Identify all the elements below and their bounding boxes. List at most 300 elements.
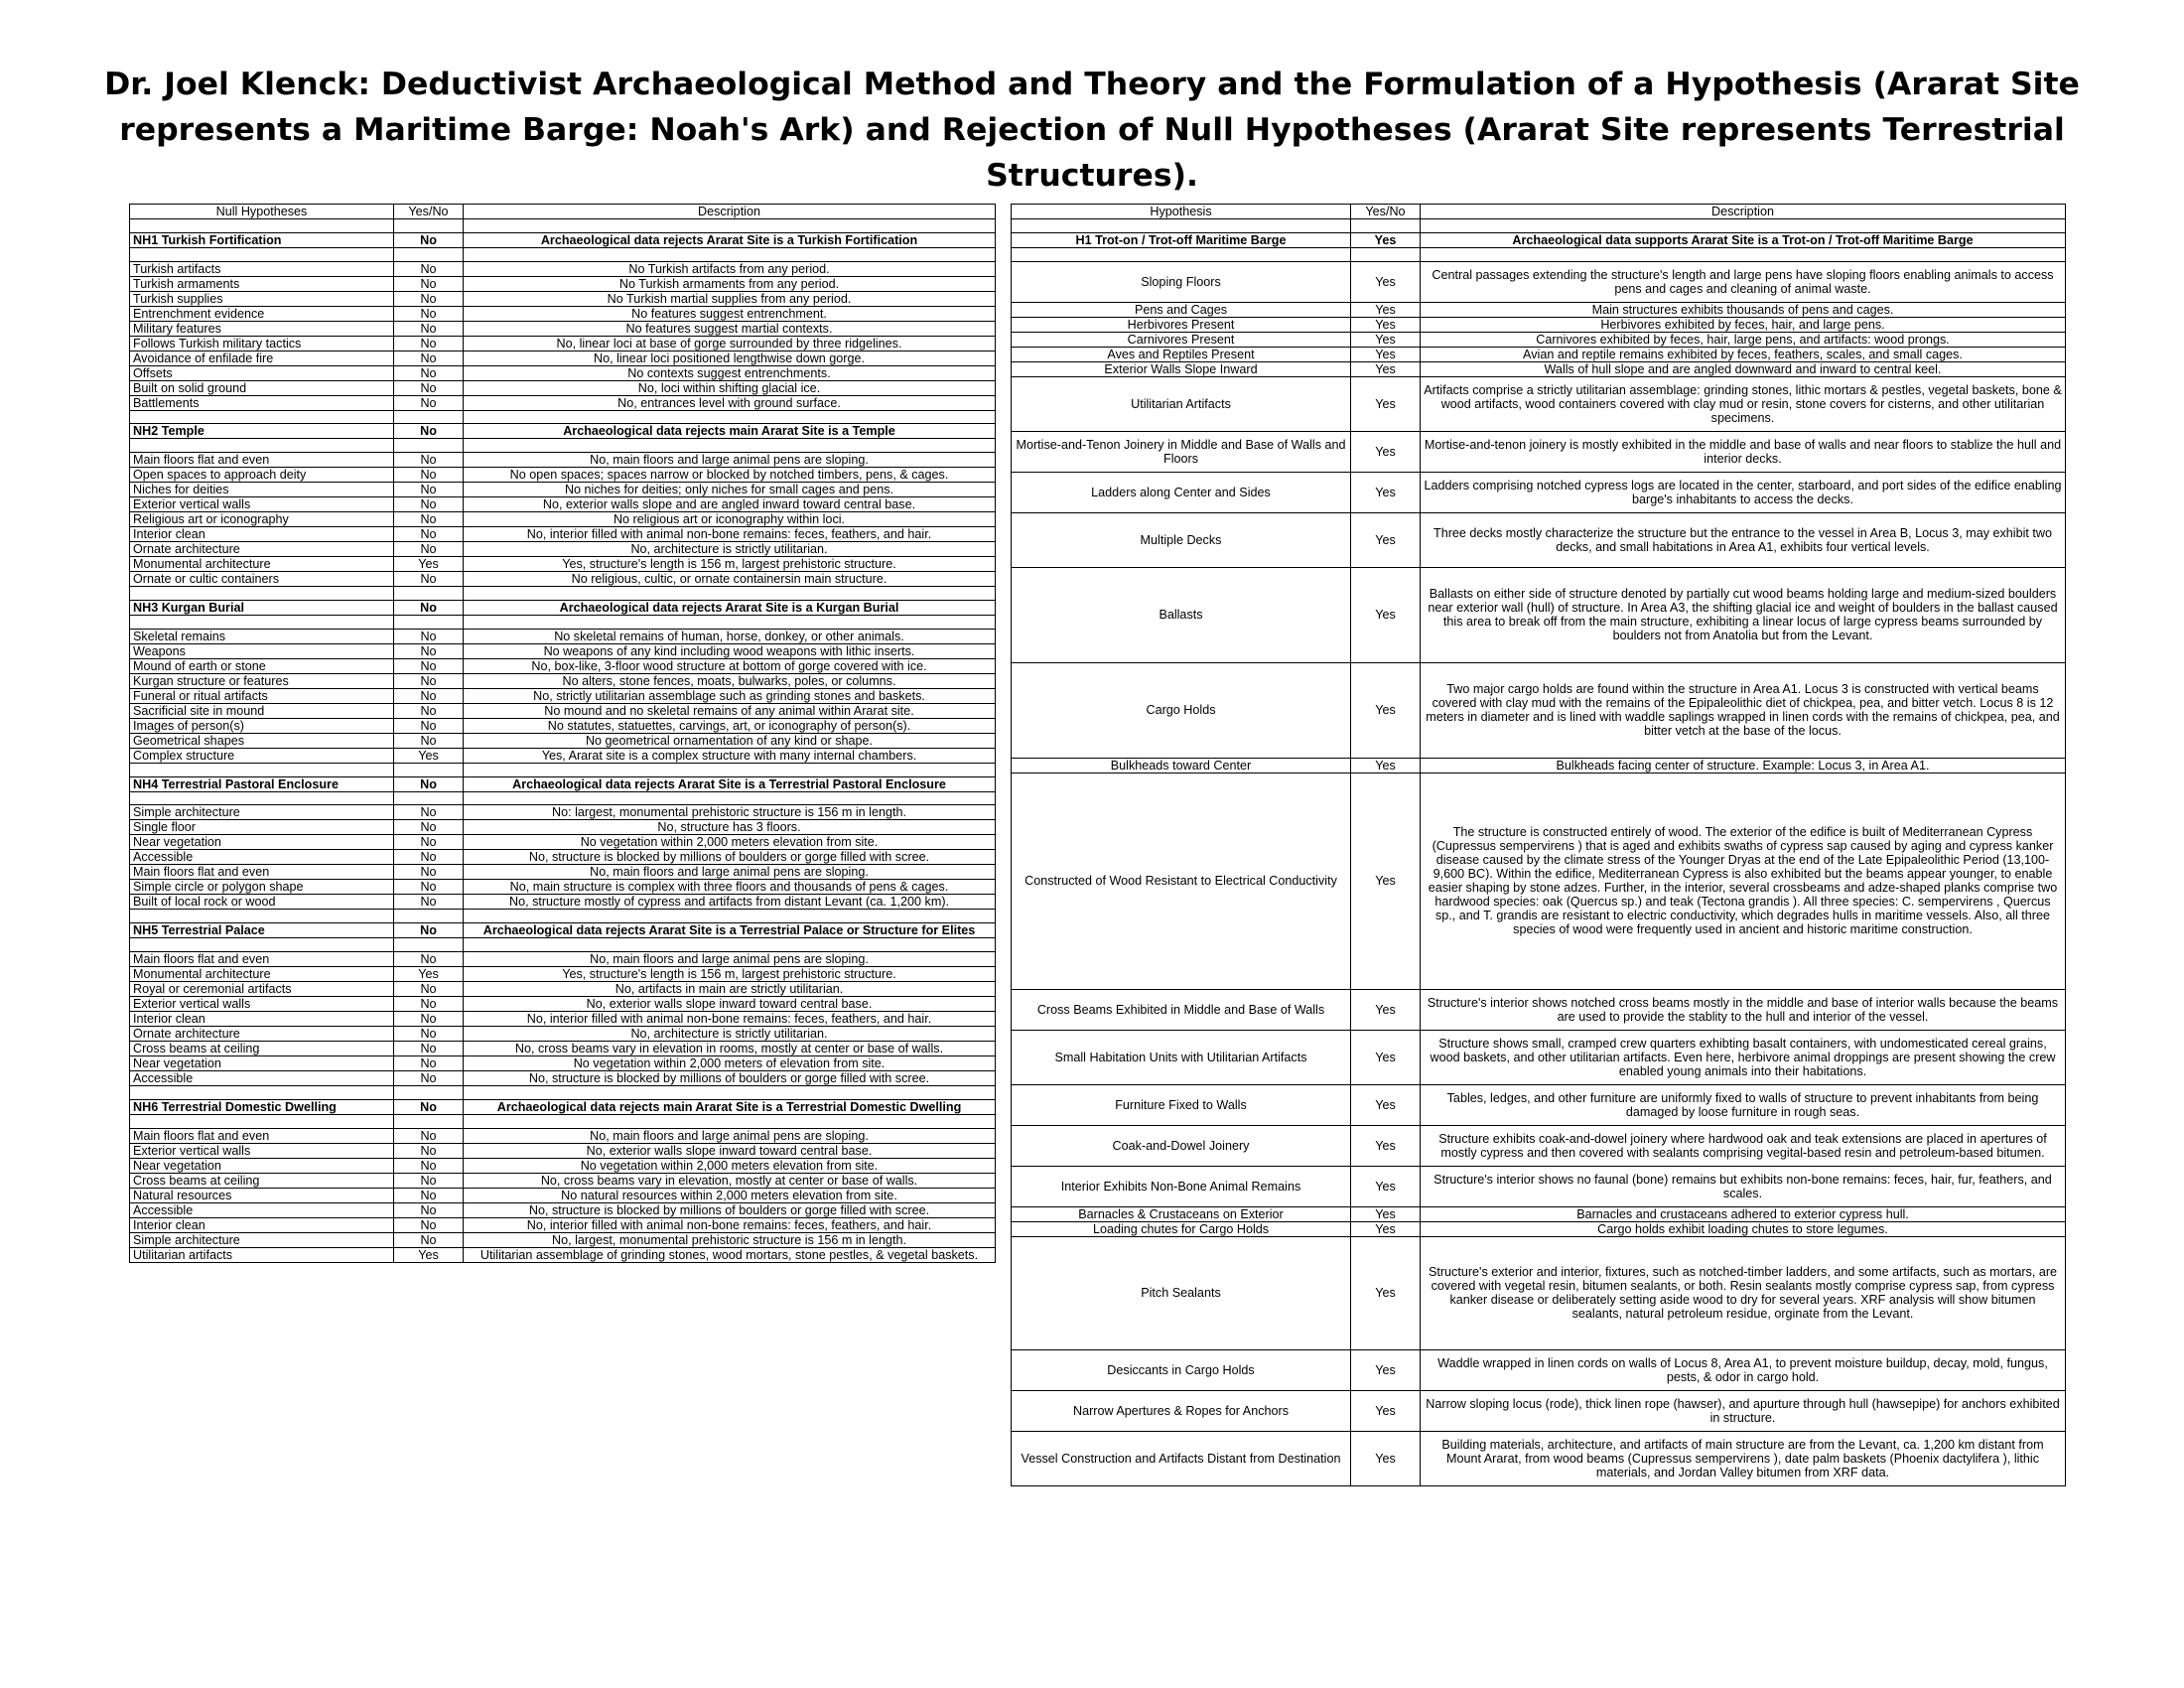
description-cell: No, main floors and large animal pens are sloping. bbox=[464, 1128, 996, 1143]
description-cell: No skeletal remains of human, horse, donkey, or other animals. bbox=[464, 629, 996, 643]
criterion-cell: Accessible bbox=[130, 1070, 394, 1085]
spacer-row bbox=[130, 587, 996, 601]
criterion-cell: Ladders along Center and Sides bbox=[1012, 472, 1351, 512]
empty-cell bbox=[130, 615, 394, 629]
yes-no-cell: Yes bbox=[1351, 347, 1421, 361]
yes-no-cell: Yes bbox=[394, 748, 464, 763]
group-row bbox=[130, 776, 996, 791]
description-cell: Three decks mostly characterize the structure but the entrance to the vessel in Area B, Locus 3, may exhibit two decks, and small habitations in Area A1, exhibits four vertical levels. bbox=[1421, 512, 2066, 567]
table-row bbox=[130, 365, 996, 380]
group-description: Archaeological data rejects main Ararat Site is a Temple bbox=[464, 424, 996, 439]
description-cell: Structure exhibits coak-and-dowel joinery where hardwood oak and teak extensions are placed in apertures of mostly cypress and then covered with sealants comprising vegital-based resin and petroleum-based bitumen. bbox=[1421, 1125, 2066, 1166]
description-cell: No features suggest martial contexts. bbox=[464, 321, 996, 336]
criterion-cell: Built of local rock or wood bbox=[130, 895, 394, 910]
criterion-cell: Interior clean bbox=[130, 1217, 394, 1232]
criterion-cell: Exterior vertical walls bbox=[130, 996, 394, 1011]
description-cell: No, exterior walls slope and are angled inward toward central base. bbox=[464, 497, 996, 512]
group-row bbox=[130, 923, 996, 938]
table-row bbox=[130, 1055, 996, 1070]
description-cell: No, entrances level with ground surface. bbox=[464, 395, 996, 410]
table-row bbox=[130, 468, 996, 483]
yes-no-cell: Yes bbox=[1351, 261, 1421, 302]
criterion-cell: Interior clean bbox=[130, 1011, 394, 1026]
description-cell: No Turkish armaments from any period. bbox=[464, 276, 996, 291]
empty-cell bbox=[394, 410, 464, 424]
spacer-row bbox=[130, 938, 996, 952]
table-row bbox=[1012, 1125, 2066, 1166]
yes-no-cell: No bbox=[394, 820, 464, 835]
yes-no-cell: No bbox=[394, 497, 464, 512]
table-row bbox=[1012, 347, 2066, 361]
yes-no-cell: No bbox=[394, 981, 464, 996]
empty-cell bbox=[464, 410, 996, 424]
yes-no-cell: No bbox=[394, 733, 464, 748]
table-row bbox=[130, 658, 996, 673]
criterion-cell: Monumental architecture bbox=[130, 966, 394, 981]
spacer-row bbox=[130, 439, 996, 453]
table-row bbox=[130, 673, 996, 688]
table-row bbox=[130, 966, 996, 981]
null-hypothesis-name: NH2 Temple bbox=[130, 424, 394, 439]
table-row bbox=[1012, 376, 2066, 431]
group-description: Archaeological data rejects Ararat Site is a Turkish Fortification bbox=[464, 232, 996, 247]
group-description: Archaeological data rejects Ararat Site is a Terrestrial Pastoral Enclosure bbox=[464, 776, 996, 791]
empty-cell bbox=[1421, 247, 2066, 261]
description-cell: No, architecture is strictly utilitarian. bbox=[464, 1026, 996, 1041]
empty-cell bbox=[130, 910, 394, 923]
description-cell: No, exterior walls slope inward toward central base. bbox=[464, 1143, 996, 1158]
empty-cell bbox=[394, 1085, 464, 1099]
description-cell: Narrow sloping locus (rode), thick linen rope (hawser), and apurture through hull (hawsepipe) for anchors exhibited in structure. bbox=[1421, 1390, 2066, 1431]
yes-no-cell: Yes bbox=[1351, 1390, 1421, 1431]
yes-no-cell: Yes bbox=[1351, 512, 1421, 567]
spacer-row bbox=[130, 247, 996, 261]
yes-no-cell: No bbox=[394, 306, 464, 321]
table-row bbox=[130, 380, 996, 395]
table-row bbox=[130, 996, 996, 1011]
criterion-cell: Mortise-and-Tenon Joinery in Middle and Base of Walls and Floors bbox=[1012, 431, 1351, 472]
criterion-cell: Turkish supplies bbox=[130, 291, 394, 306]
spacer-row bbox=[1012, 247, 2066, 261]
table-row bbox=[130, 1188, 996, 1202]
table-row bbox=[130, 643, 996, 658]
null-hypothesis-name: NH3 Kurgan Burial bbox=[130, 600, 394, 615]
yes-no-cell: No bbox=[394, 483, 464, 497]
yes-no-cell: No bbox=[394, 1011, 464, 1026]
null-hypothesis-name: NH5 Terrestrial Palace bbox=[130, 923, 394, 938]
table-row bbox=[130, 820, 996, 835]
yes-no-cell: No bbox=[394, 703, 464, 718]
yes-no-cell: No bbox=[394, 1026, 464, 1041]
criterion-cell: Coak-and-Dowel Joinery bbox=[1012, 1125, 1351, 1166]
yes-no-value: No bbox=[394, 232, 464, 247]
description-cell: Mortise-and-tenon joinery is mostly exhibited in the middle and base of walls and near floors to stablize the hull and interior decks. bbox=[1421, 431, 2066, 472]
criterion-cell: Turkish armaments bbox=[130, 276, 394, 291]
yes-no-cell: No bbox=[394, 276, 464, 291]
hypothesis-table bbox=[1011, 204, 2066, 1486]
table-row bbox=[1012, 1206, 2066, 1221]
yes-no-cell: Yes bbox=[1351, 758, 1421, 773]
null-hypotheses-table bbox=[129, 204, 996, 1263]
table-row bbox=[130, 981, 996, 996]
criterion-cell: Simple circle or polygon shape bbox=[130, 880, 394, 895]
description-cell: The structure is constructed entirely of wood. The exterior of the edifice is built of Mediterranean Cypress (Cupressus sempervirens ) that is aged and exhibits swaths of cypress sap caused by aging and cypress kanker disease caused by the climate stress of the Younger Dryas at the end of the Late Epipaleolithic Period (13,100-9,600 BC). Within the edifice, Mediterranean Cypress is also exhibited but the beams appear younger, to enable easier shaping by stone adzes. Further, in the interior, several crossbeams and adze-shaped planks comprise two hardwood species: oak (Quercus sp.) and teak (Tectona grandis ). All three species: C. sempervirens , Quercus sp., and T. grandis are resistant to electric conductivity, which degrades hulls in maritime vessels. Also, all three species of wood were frequently used in ancient and historic maritime construction. bbox=[1421, 773, 2066, 989]
yes-no-cell: Yes bbox=[394, 557, 464, 572]
empty-cell bbox=[130, 763, 394, 776]
table-row bbox=[1012, 1221, 2066, 1236]
yes-no-cell: No bbox=[394, 453, 464, 468]
yes-no-cell: Yes bbox=[1351, 302, 1421, 317]
description-cell: Yes, structure's length is 156 m, largest prehistoric structure. bbox=[464, 966, 996, 981]
column-header: Null Hypotheses bbox=[130, 205, 394, 219]
criterion-cell: Turkish artifacts bbox=[130, 261, 394, 276]
yes-no-value: Yes bbox=[1351, 232, 1421, 247]
yes-no-cell: Yes bbox=[1351, 567, 1421, 662]
header-row bbox=[1012, 205, 2066, 219]
description-cell: No vegetation within 2,000 meters elevation from site. bbox=[464, 1158, 996, 1173]
yes-no-cell: Yes bbox=[1351, 1431, 1421, 1485]
criterion-cell: Avoidance of enfilade fire bbox=[130, 351, 394, 365]
group-description: Archaeological data rejects main Ararat Site is a Terrestrial Domestic Dwelling bbox=[464, 1099, 996, 1114]
table-row bbox=[130, 1070, 996, 1085]
yes-no-cell: Yes bbox=[394, 966, 464, 981]
table-row bbox=[130, 1041, 996, 1055]
table-row bbox=[130, 557, 996, 572]
table-row bbox=[130, 895, 996, 910]
empty-cell bbox=[394, 938, 464, 952]
table-row bbox=[130, 865, 996, 880]
criterion-cell: Complex structure bbox=[130, 748, 394, 763]
table-row bbox=[1012, 261, 2066, 302]
description-cell: No vegetation within 2,000 meters elevation from site. bbox=[464, 835, 996, 850]
yes-no-cell: No bbox=[394, 658, 464, 673]
criterion-cell: Herbivores Present bbox=[1012, 317, 1351, 332]
description-cell: No, interior filled with animal non-bone remains: feces, feathers, and hair. bbox=[464, 1011, 996, 1026]
criterion-cell: Interior Exhibits Non-Bone Animal Remains bbox=[1012, 1166, 1351, 1206]
empty-cell bbox=[394, 219, 464, 233]
spacer-row bbox=[130, 791, 996, 805]
criterion-cell: Natural resources bbox=[130, 1188, 394, 1202]
empty-cell bbox=[130, 410, 394, 424]
yes-no-value: No bbox=[394, 923, 464, 938]
criterion-cell: Constructed of Wood Resistant to Electrical Conductivity bbox=[1012, 773, 1351, 989]
yes-no-cell: Yes bbox=[1351, 376, 1421, 431]
description-cell: No, linear loci at base of gorge surrounded by three ridgelines. bbox=[464, 336, 996, 351]
table-row bbox=[130, 1143, 996, 1158]
description-cell: Avian and reptile remains exhibited by feces, feathers, scales, and small cages. bbox=[1421, 347, 2066, 361]
yes-no-cell: No bbox=[394, 291, 464, 306]
yes-no-value: No bbox=[394, 1099, 464, 1114]
spacer-row bbox=[1012, 219, 2066, 233]
empty-cell bbox=[464, 587, 996, 601]
yes-no-cell: No bbox=[394, 951, 464, 966]
criterion-cell: Narrow Apertures & Ropes for Anchors bbox=[1012, 1390, 1351, 1431]
yes-no-value: No bbox=[394, 776, 464, 791]
criterion-cell: Cargo Holds bbox=[1012, 662, 1351, 758]
description-cell: Central passages extending the structure's length and large pens have sloping floors enabling animals to access pens and cages and cleaning of animal waste. bbox=[1421, 261, 2066, 302]
criterion-cell: Near vegetation bbox=[130, 835, 394, 850]
empty-cell bbox=[130, 1114, 394, 1128]
description-cell: No, interior filled with animal non-bone remains: feces, feathers, and hair. bbox=[464, 527, 996, 542]
empty-cell bbox=[394, 247, 464, 261]
yes-no-cell: No bbox=[394, 643, 464, 658]
description-cell: Structure's exterior and interior, fixtures, such as notched-timber ladders, and some artifacts, such as mortars, are covered with vegetal resin, bitumen sealants, or both. Resin sealants mostly comprise cypress sap, from cypress kanker disease or deliberately setting aside wood to dry for several years. XRF analysis will show bitumen sealants, natural petroleum residue, orginate from the Levant. bbox=[1421, 1236, 2066, 1349]
yes-no-cell: No bbox=[394, 1173, 464, 1188]
table-row bbox=[1012, 758, 2066, 773]
criterion-cell: Main floors flat and even bbox=[130, 865, 394, 880]
criterion-cell: Exterior vertical walls bbox=[130, 497, 394, 512]
description-cell: No, architecture is strictly utilitarian. bbox=[464, 542, 996, 557]
criterion-cell: Utilitarian artifacts bbox=[130, 1247, 394, 1262]
description-cell: Utilitarian assemblage of grinding stones, wood mortars, stone pestles, & vegetal baskets. bbox=[464, 1247, 996, 1262]
description-cell: No mound and no skeletal remains of any animal within Ararat site. bbox=[464, 703, 996, 718]
table-row bbox=[1012, 1030, 2066, 1084]
description-cell: Herbivores exhibited by feces, hair, and large pens. bbox=[1421, 317, 2066, 332]
column-header: Description bbox=[464, 205, 996, 219]
description-cell: No Turkish artifacts from any period. bbox=[464, 261, 996, 276]
spacer-row bbox=[130, 1114, 996, 1128]
criterion-cell: Images of person(s) bbox=[130, 718, 394, 733]
description-cell: No geometrical ornamentation of any kind or shape. bbox=[464, 733, 996, 748]
empty-cell bbox=[394, 587, 464, 601]
description-cell: Structure shows small, cramped crew quarters exhibting basalt containers, with undomesticated cereal grains, wood baskets, and other utilitarian artifacts. Even here, herbivore animal droppings are present showing the crew enabled young animals into their habitations. bbox=[1421, 1030, 2066, 1084]
table-row bbox=[130, 395, 996, 410]
empty-cell bbox=[394, 615, 464, 629]
yes-no-cell: No bbox=[394, 321, 464, 336]
description-cell: No, structure mostly of cypress and artifacts from distant Levant (ca. 1,200 km). bbox=[464, 895, 996, 910]
criterion-cell: Ornate architecture bbox=[130, 1026, 394, 1041]
empty-cell bbox=[394, 910, 464, 923]
criterion-cell: Niches for deities bbox=[130, 483, 394, 497]
empty-cell bbox=[130, 587, 394, 601]
yes-no-cell: No bbox=[394, 996, 464, 1011]
table-row bbox=[130, 291, 996, 306]
criterion-cell: Multiple Decks bbox=[1012, 512, 1351, 567]
table-row bbox=[130, 497, 996, 512]
table-row bbox=[130, 1011, 996, 1026]
criterion-cell: Built on solid ground bbox=[130, 380, 394, 395]
criterion-cell: Funeral or ritual artifacts bbox=[130, 688, 394, 703]
criterion-cell: Ornate architecture bbox=[130, 542, 394, 557]
yes-no-cell: No bbox=[394, 1143, 464, 1158]
criterion-cell: Open spaces to approach deity bbox=[130, 468, 394, 483]
description-cell: No, structure is blocked by millions of boulders or gorge filled with scree. bbox=[464, 850, 996, 865]
description-cell: No contexts suggest entrenchments. bbox=[464, 365, 996, 380]
empty-cell bbox=[130, 938, 394, 952]
description-cell: Two major cargo holds are found within the structure in Area A1. Locus 3 is constructed with vertical beams covered with clay mud with the remains of the Epipaleolithic diet of chickpea, pea, and bitter vetch. Locus 8 is 12 meters in diameter and is lined with waddle saplings wrapped in linen cords with the remains of chickpea, pea, and bitter vetch at the base of the locus. bbox=[1421, 662, 2066, 758]
yes-no-cell: No bbox=[394, 542, 464, 557]
yes-no-cell: No bbox=[394, 718, 464, 733]
table-row bbox=[130, 351, 996, 365]
empty-cell bbox=[1351, 247, 1421, 261]
yes-no-value: No bbox=[394, 600, 464, 615]
description-cell: Barnacles and crustaceans adhered to exterior cypress hull. bbox=[1421, 1206, 2066, 1221]
table-row bbox=[130, 527, 996, 542]
table-row bbox=[130, 951, 996, 966]
description-cell: No weapons of any kind including wood weapons with lithic inserts. bbox=[464, 643, 996, 658]
hypothesis-name: H1 Trot-on / Trot-off Maritime Barge bbox=[1012, 232, 1351, 247]
table-row bbox=[130, 306, 996, 321]
criterion-cell: Aves and Reptiles Present bbox=[1012, 347, 1351, 361]
table-row bbox=[130, 1202, 996, 1217]
yes-no-cell: Yes bbox=[1351, 1349, 1421, 1390]
spacer-row bbox=[130, 219, 996, 233]
empty-cell bbox=[1421, 219, 2066, 233]
table-row bbox=[130, 703, 996, 718]
criterion-cell: Pens and Cages bbox=[1012, 302, 1351, 317]
description-cell: No, box-like, 3-floor wood structure at bottom of gorge covered with ice. bbox=[464, 658, 996, 673]
table-row bbox=[130, 542, 996, 557]
criterion-cell: Cross Beams Exhibited in Middle and Base of Walls bbox=[1012, 989, 1351, 1030]
description-cell: No, linear loci positioned lengthwise down gorge. bbox=[464, 351, 996, 365]
description-cell: No, largest, monumental prehistoric structure is 156 m in length. bbox=[464, 1232, 996, 1247]
yes-no-cell: No bbox=[394, 572, 464, 587]
yes-no-cell: Yes bbox=[1351, 317, 1421, 332]
yes-no-cell: No bbox=[394, 688, 464, 703]
table-row bbox=[1012, 472, 2066, 512]
table-row bbox=[130, 572, 996, 587]
description-cell: No niches for deities; only niches for small cages and pens. bbox=[464, 483, 996, 497]
description-cell: No, structure has 3 floors. bbox=[464, 820, 996, 835]
yes-no-cell: No bbox=[394, 895, 464, 910]
description-cell: No, structure is blocked by millions of boulders or gorge filled with scree. bbox=[464, 1202, 996, 1217]
yes-no-cell: No bbox=[394, 395, 464, 410]
description-cell: No alters, stone fences, moats, bulwarks, poles, or columns. bbox=[464, 673, 996, 688]
table-row bbox=[1012, 662, 2066, 758]
empty-cell bbox=[464, 439, 996, 453]
description-cell: No religious art or iconography within loci. bbox=[464, 512, 996, 527]
empty-cell bbox=[464, 1085, 996, 1099]
empty-cell bbox=[1351, 219, 1421, 233]
yes-no-cell: No bbox=[394, 629, 464, 643]
description-cell: No natural resources within 2,000 meters elevation from site. bbox=[464, 1188, 996, 1202]
yes-no-cell: Yes bbox=[1351, 1084, 1421, 1125]
table-row bbox=[130, 1158, 996, 1173]
table-row bbox=[130, 805, 996, 820]
criterion-cell: Main floors flat and even bbox=[130, 453, 394, 468]
yes-no-cell: No bbox=[394, 336, 464, 351]
description-cell: No, structure is blocked by millions of boulders or gorge filled with scree. bbox=[464, 1070, 996, 1085]
criterion-cell: Geometrical shapes bbox=[130, 733, 394, 748]
yes-no-cell: No bbox=[394, 673, 464, 688]
description-cell: Yes, structure's length is 156 m, largest prehistoric structure. bbox=[464, 557, 996, 572]
criterion-cell: Desiccants in Cargo Holds bbox=[1012, 1349, 1351, 1390]
criterion-cell: Military features bbox=[130, 321, 394, 336]
table-row bbox=[130, 276, 996, 291]
yes-no-value: No bbox=[394, 424, 464, 439]
criterion-cell: Entrenchment evidence bbox=[130, 306, 394, 321]
description-cell: No, main floors and large animal pens are sloping. bbox=[464, 865, 996, 880]
description-cell: Cargo holds exhibit loading chutes to store legumes. bbox=[1421, 1221, 2066, 1236]
criterion-cell: Follows Turkish military tactics bbox=[130, 336, 394, 351]
empty-cell bbox=[464, 219, 996, 233]
yes-no-cell: No bbox=[394, 1158, 464, 1173]
criterion-cell: Religious art or iconography bbox=[130, 512, 394, 527]
empty-cell bbox=[130, 791, 394, 805]
yes-no-cell: No bbox=[394, 527, 464, 542]
table-row bbox=[1012, 1349, 2066, 1390]
table-row bbox=[130, 718, 996, 733]
group-description: Archaeological data rejects Ararat Site is a Kurgan Burial bbox=[464, 600, 996, 615]
criterion-cell: Pitch Sealants bbox=[1012, 1236, 1351, 1349]
spacer-row bbox=[130, 1085, 996, 1099]
group-description: Archaeological data supports Ararat Site is a Trot-on / Trot-off Maritime Barge bbox=[1421, 232, 2066, 247]
description-cell: Yes, Ararat site is a complex structure with many internal chambers. bbox=[464, 748, 996, 763]
table-row bbox=[130, 835, 996, 850]
table-row bbox=[1012, 1166, 2066, 1206]
description-cell: No vegetation within 2,000 meters of elevation from site. bbox=[464, 1055, 996, 1070]
yes-no-cell: Yes bbox=[1351, 1206, 1421, 1221]
table-row bbox=[130, 748, 996, 763]
description-cell: Main structures exhibits thousands of pens and cages. bbox=[1421, 302, 2066, 317]
description-cell: Carnivores exhibited by feces, hair, large pens, and artifacts: wood prongs. bbox=[1421, 332, 2066, 347]
yes-no-cell: Yes bbox=[1351, 662, 1421, 758]
table-row bbox=[1012, 989, 2066, 1030]
criterion-cell: Furniture Fixed to Walls bbox=[1012, 1084, 1351, 1125]
null-hypothesis-name: NH6 Terrestrial Domestic Dwelling bbox=[130, 1099, 394, 1114]
table-row bbox=[1012, 1431, 2066, 1485]
group-row bbox=[130, 424, 996, 439]
criterion-cell: Near vegetation bbox=[130, 1158, 394, 1173]
description-cell: No statutes, statuettes, carvings, art, or iconography of person(s). bbox=[464, 718, 996, 733]
yes-no-cell: No bbox=[394, 835, 464, 850]
table-row bbox=[130, 1026, 996, 1041]
criterion-cell: Exterior Walls Slope Inward bbox=[1012, 361, 1351, 376]
column-header: Yes/No bbox=[1351, 205, 1421, 219]
criterion-cell: Exterior vertical walls bbox=[130, 1143, 394, 1158]
criterion-cell: Sacrificial site in mound bbox=[130, 703, 394, 718]
criterion-cell: Monumental architecture bbox=[130, 557, 394, 572]
yes-no-cell: Yes bbox=[1351, 332, 1421, 347]
description-cell: No, cross beams vary in elevation, mostly at center or base of walls. bbox=[464, 1173, 996, 1188]
criterion-cell: Simple architecture bbox=[130, 1232, 394, 1247]
criterion-cell: Offsets bbox=[130, 365, 394, 380]
table-row bbox=[1012, 302, 2066, 317]
description-cell: No religious, cultic, or ornate containersin main structure. bbox=[464, 572, 996, 587]
empty-cell bbox=[394, 791, 464, 805]
table-row bbox=[130, 1232, 996, 1247]
criterion-cell: Carnivores Present bbox=[1012, 332, 1351, 347]
yes-no-cell: No bbox=[394, 1070, 464, 1085]
criterion-cell: Mound of earth or stone bbox=[130, 658, 394, 673]
table-row bbox=[130, 512, 996, 527]
criterion-cell: Cross beams at ceiling bbox=[130, 1173, 394, 1188]
table-row bbox=[1012, 1084, 2066, 1125]
yes-no-cell: No bbox=[394, 380, 464, 395]
yes-no-cell: No bbox=[394, 1217, 464, 1232]
empty-cell bbox=[394, 439, 464, 453]
yes-no-cell: No bbox=[394, 1188, 464, 1202]
empty-cell bbox=[1012, 247, 1351, 261]
table-row bbox=[130, 629, 996, 643]
criterion-cell: Weapons bbox=[130, 643, 394, 658]
group-row bbox=[130, 1099, 996, 1114]
yes-no-cell: No bbox=[394, 1041, 464, 1055]
description-cell: No, strictly utilitarian assemblage such as grinding stones and baskets. bbox=[464, 688, 996, 703]
empty-cell bbox=[464, 791, 996, 805]
empty-cell bbox=[130, 219, 394, 233]
yes-no-cell: Yes bbox=[1351, 1221, 1421, 1236]
yes-no-cell: No bbox=[394, 468, 464, 483]
table-row bbox=[130, 1247, 996, 1262]
group-row bbox=[1012, 232, 2066, 247]
description-cell: No, exterior walls slope inward toward central base. bbox=[464, 996, 996, 1011]
yes-no-cell: No bbox=[394, 865, 464, 880]
table-row bbox=[130, 483, 996, 497]
description-cell: No Turkish martial supplies from any period. bbox=[464, 291, 996, 306]
description-cell: Artifacts comprise a strictly utilitarian assemblage: grinding stones, lithic mortars & pestles, vegetal baskets, bone & wood artifacts, wood containers covered with clay mud or resin, stone covers for cisterns, and other utilitarian specimens. bbox=[1421, 376, 2066, 431]
empty-cell bbox=[464, 1114, 996, 1128]
